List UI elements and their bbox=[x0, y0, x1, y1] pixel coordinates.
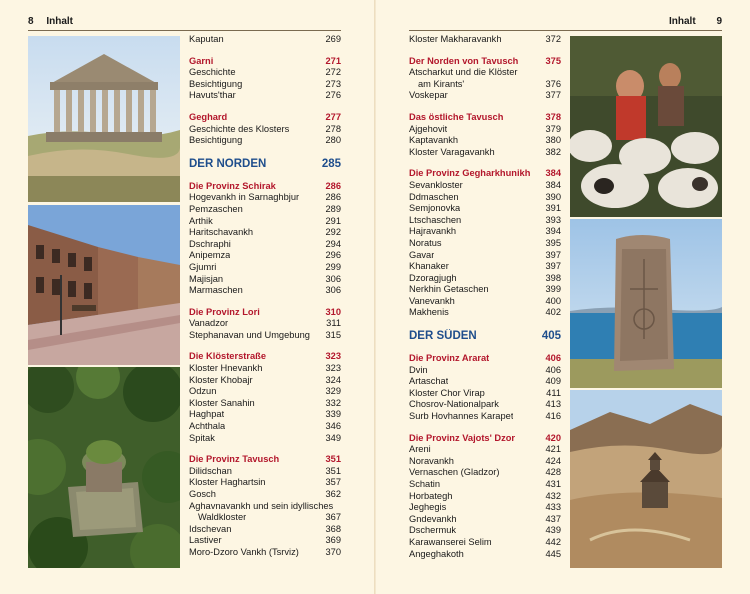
group-spacer bbox=[189, 341, 341, 351]
toc-entry-page: 399 bbox=[545, 284, 561, 295]
toc-entry-title: Gavar bbox=[409, 249, 435, 260]
toc-entry-page: 411 bbox=[546, 387, 561, 398]
toc-entry-title: Vanevankh bbox=[409, 295, 455, 306]
toc-entry[interactable] bbox=[409, 79, 561, 91]
toc-entry[interactable] bbox=[189, 535, 341, 547]
toc-entry[interactable] bbox=[189, 262, 341, 274]
toc-entry[interactable] bbox=[409, 525, 561, 537]
toc-entry-title: Kloster Varagavankh bbox=[409, 146, 495, 157]
toc-entry[interactable] bbox=[409, 284, 561, 296]
photo-gyumri-street bbox=[28, 205, 180, 365]
toc-entry-title: Ajgehovit bbox=[409, 123, 448, 134]
toc-entry-page: 369 bbox=[325, 535, 341, 546]
toc-entry-page: 346 bbox=[325, 421, 341, 432]
group-spacer bbox=[189, 46, 341, 56]
toc-entry-page: 397 bbox=[545, 261, 561, 272]
toc-entry-title: Havuts'thar bbox=[189, 90, 236, 101]
right-page-number-header bbox=[669, 16, 722, 27]
toc-entry[interactable] bbox=[189, 79, 341, 91]
toc-entry-page: 382 bbox=[545, 146, 561, 157]
toc-entry[interactable] bbox=[409, 261, 561, 273]
toc-entry-page: 329 bbox=[325, 386, 341, 397]
toc-entry-page: 306 bbox=[325, 285, 341, 296]
toc-entry-title: Die Provinz Tavusch bbox=[189, 454, 280, 465]
toc-entry[interactable] bbox=[189, 421, 341, 433]
toc-entry-page: 272 bbox=[325, 67, 341, 78]
toc-entry[interactable] bbox=[409, 180, 561, 192]
toc-entry-page: 376 bbox=[545, 78, 561, 89]
toc-entry-title: Kloster Makharavankh bbox=[409, 34, 502, 44]
toc-entry-page bbox=[555, 67, 561, 79]
toc-entry-title: Kloster Chor Virap bbox=[409, 387, 485, 398]
toc-entry-page: 384 bbox=[545, 168, 561, 179]
toc-entry-title: Jeghegis bbox=[409, 502, 447, 513]
toc-entry-page: 433 bbox=[545, 502, 561, 513]
toc-entry-page: 390 bbox=[545, 191, 561, 202]
toc-section-heading[interactable] bbox=[409, 56, 561, 68]
toc-entry[interactable] bbox=[409, 67, 561, 79]
toc-section-heading[interactable] bbox=[409, 353, 561, 365]
toc-entry[interactable] bbox=[189, 216, 341, 228]
toc-entry-title: Kloster Sanahin bbox=[189, 397, 255, 408]
toc-entry-title: Gndevankh bbox=[409, 513, 457, 524]
toc-entry-title: Besichtigung bbox=[189, 135, 243, 146]
toc-entry-title: Anipemza bbox=[189, 250, 231, 261]
toc-entry-page: 276 bbox=[325, 90, 341, 101]
toc-entry[interactable] bbox=[409, 250, 561, 262]
toc-entry[interactable] bbox=[409, 456, 561, 468]
toc-entry-page: 391 bbox=[545, 203, 561, 214]
toc-entry[interactable] bbox=[189, 433, 341, 445]
toc-entry[interactable] bbox=[409, 537, 561, 549]
toc-entry-page: 379 bbox=[545, 123, 561, 134]
toc-entry[interactable] bbox=[189, 250, 341, 262]
toc-entry[interactable] bbox=[189, 386, 341, 398]
toc-entry-title: Kloster Haghartsin bbox=[189, 477, 266, 488]
toc-entry-page: 445 bbox=[545, 548, 561, 559]
group-spacer bbox=[409, 102, 561, 112]
group-spacer bbox=[189, 102, 341, 112]
toc-entry-title: Ltschaschen bbox=[409, 214, 462, 225]
toc-entry[interactable] bbox=[409, 411, 561, 423]
toc-entry-title: Kaputan bbox=[189, 34, 224, 44]
toc-entry[interactable] bbox=[189, 375, 341, 387]
toc-entry-page: 413 bbox=[545, 399, 561, 410]
toc-chapter-heading[interactable] bbox=[409, 329, 561, 343]
group-spacer bbox=[189, 444, 341, 454]
toc-entry-title: Die Provinz Gegharkhunikh bbox=[409, 168, 531, 179]
toc-entry-page: 409 bbox=[545, 376, 561, 387]
toc-entry-page: 323 bbox=[325, 363, 341, 374]
toc-entry-title: Spitak bbox=[189, 432, 215, 443]
toc-entry-title: Achthala bbox=[189, 421, 226, 432]
toc-right-column bbox=[409, 34, 561, 560]
toc-entry[interactable] bbox=[409, 365, 561, 377]
toc-entry[interactable] bbox=[409, 549, 561, 561]
toc-entry-page: 439 bbox=[545, 525, 561, 536]
page-number: 8 bbox=[28, 16, 34, 27]
toc-entry-page: 271 bbox=[325, 55, 341, 66]
toc-entry-title: Hogevankh in Sarnaghbjur bbox=[189, 192, 300, 203]
toc-entry-title: Der Norden von Tavusch bbox=[409, 55, 519, 66]
toc-entry-page: 286 bbox=[325, 180, 341, 191]
toc-entry-title: Surb Hovhannes Karapet bbox=[409, 411, 514, 422]
running-header: Inhalt bbox=[46, 16, 74, 27]
toc-entry-title: Haghpat bbox=[189, 409, 225, 420]
toc-entry[interactable] bbox=[189, 239, 341, 251]
toc-entry-title: Waldkloster bbox=[198, 512, 247, 523]
toc-entry-page bbox=[335, 501, 341, 513]
toc-entry-page: 315 bbox=[325, 329, 341, 340]
toc-entry-page: 339 bbox=[325, 409, 341, 420]
group-spacer bbox=[189, 297, 341, 307]
page-number: 9 bbox=[716, 16, 722, 27]
toc-entry[interactable] bbox=[189, 363, 341, 375]
toc-entry-page: 291 bbox=[325, 215, 341, 226]
toc-entry-title: am Kirants' bbox=[418, 78, 465, 89]
toc-entry-title: Marmaschen bbox=[189, 285, 243, 296]
toc-entry-title: Dschermuk bbox=[409, 525, 457, 536]
toc-entry-page: 296 bbox=[325, 250, 341, 261]
toc-entry-title: Geschichte bbox=[189, 67, 236, 78]
toc-entry-page: 323 bbox=[325, 351, 341, 362]
toc-entry-title: Dilidschan bbox=[189, 465, 232, 476]
toc-entry-page: 280 bbox=[325, 135, 341, 146]
toc-entry-page: 397 bbox=[545, 249, 561, 260]
group-spacer bbox=[189, 171, 341, 181]
toc-entry-title: Hajravankh bbox=[409, 226, 457, 237]
toc-entry-page: 400 bbox=[545, 295, 561, 306]
group-spacer bbox=[409, 343, 561, 353]
toc-entry-page: 384 bbox=[545, 179, 561, 190]
toc-entry-page: 424 bbox=[545, 455, 561, 466]
toc-entry-title: Kloster Khobajr bbox=[189, 374, 253, 385]
photo-forest-monastery-aerial bbox=[28, 367, 180, 568]
toc-entry[interactable] bbox=[409, 388, 561, 400]
toc-entry[interactable] bbox=[409, 147, 561, 159]
toc-entry[interactable] bbox=[409, 444, 561, 456]
toc-entry-title: Makhenis bbox=[409, 307, 449, 318]
toc-entry-page: 289 bbox=[325, 203, 341, 214]
toc-entry-page: 324 bbox=[325, 374, 341, 385]
toc-entry[interactable] bbox=[409, 124, 561, 136]
toc-entry-title: Die Klösterstraße bbox=[189, 351, 266, 362]
toc-entry-page: 370 bbox=[325, 546, 341, 557]
toc-entry[interactable] bbox=[189, 124, 341, 136]
toc-entry-page: 406 bbox=[545, 364, 561, 375]
toc-entry-title: Areni bbox=[409, 444, 431, 455]
toc-entry-title: Die Provinz Vajots' Dzor bbox=[409, 432, 516, 443]
toc-entry-page: 294 bbox=[325, 238, 341, 249]
toc-section-heading[interactable] bbox=[409, 168, 561, 180]
toc-section-heading[interactable] bbox=[189, 112, 341, 124]
toc-entry[interactable] bbox=[409, 479, 561, 491]
toc-entry-title: Chosrov-Nationalpark bbox=[409, 399, 499, 410]
toc-section-heading[interactable] bbox=[409, 433, 561, 445]
toc-entry[interactable] bbox=[189, 135, 341, 147]
toc-entry[interactable] bbox=[189, 398, 341, 410]
toc-entry-title: Garni bbox=[189, 55, 214, 66]
toc-entry-title: Schatin bbox=[409, 479, 441, 489]
toc-entry-page: 299 bbox=[325, 261, 341, 272]
toc-entry-page: 420 bbox=[545, 432, 561, 443]
toc-section-heading[interactable] bbox=[189, 181, 341, 193]
toc-entry-page: 269 bbox=[325, 34, 341, 44]
toc-entry-title: Idschevan bbox=[189, 523, 232, 534]
toc-entry-page: 431 bbox=[545, 479, 561, 489]
toc-entry[interactable] bbox=[189, 409, 341, 421]
toc-section-heading[interactable] bbox=[189, 454, 341, 466]
toc-entry-title: Odzun bbox=[189, 386, 217, 397]
toc-entry[interactable] bbox=[189, 330, 341, 342]
toc-entry-title: Kaptavankh bbox=[409, 135, 459, 146]
toc-chapter-heading[interactable] bbox=[189, 157, 341, 171]
toc-entry-title: Gosch bbox=[189, 489, 216, 499]
left-page-number-header bbox=[28, 16, 73, 27]
toc-entry[interactable] bbox=[189, 524, 341, 536]
toc-entry-page: 273 bbox=[325, 78, 341, 89]
toc-entry[interactable] bbox=[409, 296, 561, 308]
group-spacer bbox=[409, 46, 561, 56]
toc-entry-title: Sevankloster bbox=[409, 179, 463, 190]
toc-section-heading[interactable] bbox=[189, 56, 341, 68]
toc-entry[interactable] bbox=[189, 227, 341, 239]
toc-entry-title: Semjonovka bbox=[409, 203, 461, 214]
toc-entry-title: Dvin bbox=[409, 364, 428, 375]
toc-entry-title: Vernaschen (Gladzor) bbox=[409, 467, 500, 478]
toc-entry-title: Stephanavan und Umgebung bbox=[189, 329, 310, 340]
toc-entry-page: 375 bbox=[545, 55, 561, 66]
toc-entry-page: 357 bbox=[325, 477, 341, 488]
toc-entry-page: 380 bbox=[545, 135, 561, 146]
toc-entry[interactable] bbox=[409, 238, 561, 250]
toc-entry-page: 310 bbox=[325, 306, 341, 317]
group-spacer bbox=[409, 423, 561, 433]
toc-entry-page: 378 bbox=[545, 111, 561, 122]
toc-entry-title: Karawanserei Selim bbox=[409, 536, 492, 547]
group-spacer bbox=[409, 319, 561, 329]
toc-entry[interactable] bbox=[409, 467, 561, 479]
running-header: Inhalt bbox=[668, 16, 696, 27]
toc-entry[interactable] bbox=[189, 489, 341, 501]
toc-entry[interactable] bbox=[189, 34, 341, 46]
toc-entry-title: Geschichte des Klosters bbox=[189, 123, 290, 134]
toc-section-heading[interactable] bbox=[189, 307, 341, 319]
toc-entry[interactable] bbox=[409, 135, 561, 147]
photo-khachkar-lake-sevan bbox=[570, 219, 722, 388]
toc-entry-page: 368 bbox=[325, 523, 341, 534]
toc-entry-title: DER NORDEN bbox=[189, 157, 267, 170]
toc-entry[interactable] bbox=[189, 512, 341, 524]
toc-entry-page: 416 bbox=[545, 411, 561, 422]
toc-entry-title: Dzoragjugh bbox=[409, 272, 457, 283]
toc-entry-title: Die Provinz Ararat bbox=[409, 353, 490, 364]
toc-entry[interactable] bbox=[409, 34, 561, 46]
toc-entry-title: Das östliche Tavusch bbox=[409, 111, 504, 122]
toc-entry-title: Artaschat bbox=[409, 376, 449, 387]
toc-entry-title: Horbategh bbox=[409, 490, 453, 501]
toc-entry-title: Vanadzor bbox=[189, 318, 229, 329]
toc-left-column bbox=[189, 34, 341, 559]
toc-entry-page: 306 bbox=[325, 273, 341, 284]
header-rule bbox=[409, 30, 722, 31]
toc-entry-page: 394 bbox=[545, 226, 561, 237]
toc-entry-title: Haritschavankh bbox=[189, 227, 254, 238]
toc-entry[interactable] bbox=[189, 274, 341, 286]
toc-entry[interactable] bbox=[189, 501, 341, 513]
toc-entry-title: Khanaker bbox=[409, 261, 449, 272]
photo-mountain-valley-church bbox=[570, 390, 722, 568]
toc-entry-page: 311 bbox=[326, 318, 341, 329]
group-spacer bbox=[409, 158, 561, 168]
toc-entry[interactable] bbox=[409, 502, 561, 514]
toc-entry-page: 437 bbox=[545, 513, 561, 524]
group-spacer bbox=[189, 147, 341, 157]
toc-entry[interactable] bbox=[409, 192, 561, 204]
toc-entry-title: Lastiver bbox=[189, 535, 222, 546]
toc-entry[interactable] bbox=[409, 90, 561, 102]
toc-entry-title: Noravankh bbox=[409, 455, 454, 466]
toc-entry-title: Kloster Hnevankh bbox=[189, 363, 263, 374]
toc-entry[interactable] bbox=[409, 215, 561, 227]
toc-entry-title: Besichtigung bbox=[189, 78, 243, 89]
toc-entry-title: Geghard bbox=[189, 111, 228, 122]
toc-entry[interactable] bbox=[409, 273, 561, 285]
toc-entry[interactable] bbox=[189, 547, 341, 559]
toc-entry-page: 286 bbox=[325, 192, 341, 203]
toc-entry-title: Moro-Dzoro Vankh (Tsrviz) bbox=[189, 546, 299, 557]
toc-entry-page: 428 bbox=[545, 467, 561, 478]
toc-entry-title: DER SÜDEN bbox=[409, 330, 477, 343]
toc-entry-title: Voskepar bbox=[409, 90, 448, 101]
toc-entry-title: Die Provinz Lori bbox=[189, 306, 260, 317]
toc-entry-title: Arthik bbox=[189, 215, 213, 226]
toc-entry-page: 432 bbox=[545, 490, 561, 501]
toc-entry-page: 402 bbox=[545, 307, 561, 318]
toc-entry-title: Die Provinz Schirak bbox=[189, 180, 276, 191]
toc-entry[interactable] bbox=[409, 226, 561, 238]
toc-entry[interactable] bbox=[409, 514, 561, 526]
photo-garni-temple bbox=[28, 36, 180, 202]
toc-entry-page: 349 bbox=[325, 432, 341, 443]
right-page bbox=[375, 0, 750, 594]
toc-entry[interactable] bbox=[189, 90, 341, 102]
toc-entry-page: 292 bbox=[325, 227, 341, 238]
toc-entry-page: 372 bbox=[545, 34, 561, 44]
toc-entry[interactable] bbox=[189, 285, 341, 297]
toc-entry-page: 398 bbox=[545, 272, 561, 283]
toc-entry[interactable] bbox=[189, 477, 341, 489]
toc-entry-title: Majisjan bbox=[189, 273, 224, 284]
toc-entry[interactable] bbox=[409, 399, 561, 411]
toc-entry-page: 351 bbox=[325, 465, 341, 476]
toc-section-heading[interactable] bbox=[409, 112, 561, 124]
toc-entry-page: 393 bbox=[545, 214, 561, 225]
toc-entry[interactable] bbox=[409, 307, 561, 319]
toc-entry-title: Pemzaschen bbox=[189, 203, 243, 214]
toc-entry[interactable] bbox=[189, 318, 341, 330]
toc-entry-page: 406 bbox=[545, 353, 561, 364]
toc-entry-title: Gjumri bbox=[189, 261, 217, 272]
toc-entry[interactable] bbox=[409, 491, 561, 503]
toc-entry-page: 395 bbox=[545, 237, 561, 248]
toc-entry-title: Aghavnavankh und sein idyllisches bbox=[189, 500, 334, 511]
toc-entry-page: 351 bbox=[325, 454, 341, 465]
header-rule bbox=[28, 30, 341, 31]
photo-sheep-herders bbox=[570, 36, 722, 217]
toc-entry[interactable] bbox=[189, 466, 341, 478]
toc-entry[interactable] bbox=[189, 192, 341, 204]
toc-entry[interactable] bbox=[409, 203, 561, 215]
toc-entry[interactable] bbox=[409, 376, 561, 388]
toc-entry-title: Atscharkut und die Klöster bbox=[409, 67, 518, 78]
toc-entry-page: 367 bbox=[325, 512, 341, 523]
toc-entry[interactable] bbox=[189, 67, 341, 79]
toc-entry-page: 362 bbox=[325, 489, 341, 499]
toc-entry-title: Noratus bbox=[409, 237, 442, 248]
toc-entry-title: Angeghakoth bbox=[409, 548, 464, 559]
toc-section-heading[interactable] bbox=[189, 351, 341, 363]
toc-entry-page: 405 bbox=[541, 330, 561, 343]
toc-entry-page: 421 bbox=[545, 444, 561, 455]
toc-entry-page: 285 bbox=[321, 157, 341, 170]
toc-entry[interactable] bbox=[189, 204, 341, 216]
toc-entry-page: 277 bbox=[325, 111, 341, 122]
toc-entry-title: Dschraphi bbox=[189, 238, 231, 249]
toc-entry-page: 377 bbox=[545, 90, 561, 101]
toc-entry-page: 442 bbox=[545, 536, 561, 547]
toc-entry-page: 278 bbox=[325, 123, 341, 134]
toc-entry-page: 332 bbox=[325, 397, 341, 408]
toc-entry-title: Ddmaschen bbox=[409, 191, 459, 202]
toc-entry-title: Nerkhin Getaschen bbox=[409, 284, 489, 295]
